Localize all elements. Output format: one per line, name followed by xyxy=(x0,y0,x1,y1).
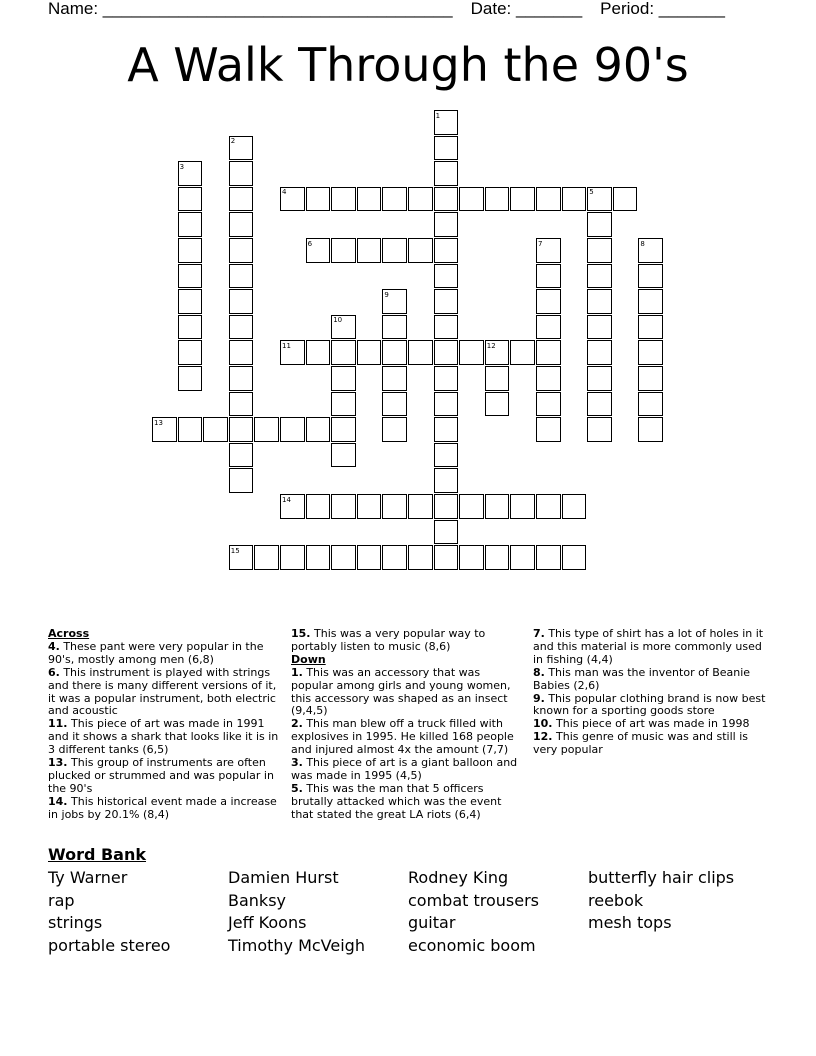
grid-cell[interactable] xyxy=(331,392,356,417)
grid-cell[interactable] xyxy=(331,494,356,519)
clue-number: 11 xyxy=(282,341,291,350)
clue-number: 5. xyxy=(291,781,303,795)
clue-number: 10. xyxy=(533,717,553,731)
grid-cell[interactable] xyxy=(434,366,459,391)
grid-cell[interactable] xyxy=(357,545,382,570)
clue-text: This piece of art was made in 1991 and it shows a shark that looks like it is in 3 different tanks (6,5) xyxy=(48,717,279,757)
clue-number: 1 xyxy=(435,111,441,120)
grid-cell[interactable] xyxy=(587,417,612,442)
clue-number: 13. xyxy=(48,756,68,770)
grid-cell[interactable] xyxy=(562,494,587,519)
clue-number: 12. xyxy=(533,730,553,744)
grid-cell[interactable] xyxy=(178,417,203,442)
grid-cell[interactable] xyxy=(229,392,254,417)
word-bank-item: guitar xyxy=(408,913,456,933)
clue-item xyxy=(291,757,523,783)
grid-cell[interactable] xyxy=(485,545,510,570)
clue-text: This popular clothing brand is now best known for a sporting goods store xyxy=(533,691,766,718)
grid-cell[interactable] xyxy=(178,264,203,289)
clue-item xyxy=(291,628,523,654)
clue-number: 13 xyxy=(154,418,163,427)
grid-cell[interactable] xyxy=(408,187,433,212)
clue-text: This man was the inventor of Beanie Babies (2,6) xyxy=(533,665,751,692)
clue-number: 12 xyxy=(486,341,496,350)
word-bank-item: combat trousers xyxy=(408,890,540,910)
grid-cell[interactable] xyxy=(485,366,510,391)
grid-cell[interactable] xyxy=(536,264,561,289)
grid-cell[interactable] xyxy=(638,366,663,391)
grid-cell[interactable] xyxy=(638,417,663,442)
grid-cell[interactable] xyxy=(536,494,561,519)
grid-cell[interactable] xyxy=(536,545,561,570)
clue-text: This group of instruments are often plucked or strummed and was popular in the 90's xyxy=(48,756,274,795)
word-bank-item: rap xyxy=(48,890,75,910)
grid-cell[interactable] xyxy=(331,238,356,263)
clue-text: This piece of art was made in 1998 xyxy=(552,717,750,731)
grid-cell[interactable] xyxy=(638,340,663,365)
grid-cell[interactable] xyxy=(254,545,279,570)
grid-cell[interactable] xyxy=(229,238,254,263)
grid-cell[interactable] xyxy=(306,545,331,570)
clue-text: This type of shirt has a lot of holes in it and this material is more commonly used in fishing (4,4) xyxy=(533,627,764,666)
page-title: A Walk Through the 90's xyxy=(127,38,689,92)
grid-cell[interactable] xyxy=(382,238,407,263)
word-bank-title: Word Bank xyxy=(48,845,147,864)
grid-cell[interactable] xyxy=(434,238,459,263)
word-bank-item: Timothy McVeigh xyxy=(228,936,365,956)
word-bank-item: Ty Warner xyxy=(48,868,128,887)
clue-number: 7 xyxy=(538,239,543,248)
grid-cell[interactable] xyxy=(408,238,433,263)
clue-text: This instrument is played with strings and there is many different versions of it, it was a popular instrument, both electric and acoustic xyxy=(48,665,277,718)
clue-item xyxy=(48,641,282,667)
grid-cell[interactable] xyxy=(178,289,203,314)
grid-cell[interactable] xyxy=(357,340,382,365)
grid-cell[interactable] xyxy=(178,315,203,340)
grid-cell[interactable] xyxy=(536,289,561,314)
clue-number: 14. xyxy=(48,794,68,808)
grid-cell[interactable] xyxy=(178,340,203,365)
grid-cell[interactable] xyxy=(510,545,535,570)
grid-cell[interactable] xyxy=(382,392,407,417)
grid-cell[interactable] xyxy=(382,340,407,365)
clue-number: 14 xyxy=(282,495,291,504)
grid-cell[interactable] xyxy=(229,443,254,468)
grid-cell[interactable] xyxy=(638,289,663,314)
grid-cell[interactable] xyxy=(178,187,203,212)
clue-item xyxy=(533,731,769,757)
grid-cell[interactable] xyxy=(306,494,331,519)
grid-cell[interactable] xyxy=(229,417,254,442)
period-field[interactable]: Period: _______ xyxy=(600,0,725,18)
grid-cell[interactable] xyxy=(485,187,510,212)
clue-number: 1. xyxy=(291,665,303,679)
grid-cell[interactable] xyxy=(587,315,612,340)
grid-cell[interactable] xyxy=(306,187,331,212)
grid-cell[interactable] xyxy=(613,187,638,212)
grid-cell[interactable] xyxy=(562,187,587,212)
grid-cell[interactable] xyxy=(331,545,356,570)
clue-number: 4. xyxy=(48,639,60,653)
grid-cell[interactable] xyxy=(536,417,561,442)
grid-cell[interactable] xyxy=(331,443,356,468)
grid-cell[interactable] xyxy=(587,289,612,314)
clue-text: This was an accessory that was popular among girls and young women, this accessory was shaped as an insect (9,4,5) xyxy=(291,665,511,718)
grid-cell[interactable] xyxy=(408,494,433,519)
grid-cell[interactable] xyxy=(178,366,203,391)
grid-cell[interactable] xyxy=(382,494,407,519)
grid-cell[interactable] xyxy=(331,187,356,212)
grid-cell[interactable] xyxy=(178,212,203,237)
clue-item xyxy=(48,796,282,822)
grid-cell[interactable] xyxy=(536,187,561,212)
clue-number: 8. xyxy=(533,665,545,679)
clue-item xyxy=(48,667,282,719)
grid-cell[interactable] xyxy=(434,340,459,365)
grid-cell[interactable] xyxy=(229,289,254,314)
clue-number: 6. xyxy=(48,665,60,679)
grid-cell[interactable] xyxy=(587,238,612,263)
grid-cell[interactable] xyxy=(434,315,459,340)
grid-cell[interactable] xyxy=(485,494,510,519)
grid-cell[interactable] xyxy=(638,264,663,289)
date-field[interactable]: Date: _______ xyxy=(470,0,583,18)
clue-number: 2 xyxy=(230,137,236,146)
clue-text: This piece of art is a giant balloon and was made in 1995 (4,5) xyxy=(291,756,518,782)
clue-item xyxy=(533,628,769,667)
word-bank-item: economic boom xyxy=(408,936,536,956)
grid-cell[interactable] xyxy=(510,494,535,519)
grid-cell[interactable] xyxy=(536,340,561,365)
clue-number: 9. xyxy=(533,691,545,705)
clues-column-1 xyxy=(48,628,282,822)
grid-cell[interactable] xyxy=(562,545,587,570)
clue-item xyxy=(533,667,769,693)
grid-cell[interactable] xyxy=(229,161,254,186)
clue-text: These pant were very popular in the 90's, mostly among men (6,8) xyxy=(48,639,264,666)
grid-cell[interactable] xyxy=(306,340,331,365)
grid-cell[interactable] xyxy=(536,392,561,417)
grid-cell[interactable] xyxy=(229,366,254,391)
word-bank-item: portable stereo xyxy=(48,936,171,956)
grid-cell[interactable] xyxy=(434,136,459,161)
clue-item xyxy=(291,783,523,822)
grid-cell[interactable] xyxy=(382,366,407,391)
clues-column-3 xyxy=(533,628,769,757)
grid-cell[interactable] xyxy=(434,161,459,186)
grid-cell[interactable] xyxy=(229,187,254,212)
clue-number: 3. xyxy=(291,756,303,770)
clue-item xyxy=(291,667,523,719)
grid-cell[interactable] xyxy=(408,340,433,365)
word-bank-item: strings xyxy=(48,913,103,933)
clue-text: This historical event made a increase in jobs by 20.1% (8,4) xyxy=(48,794,277,821)
grid-cell[interactable] xyxy=(434,468,459,493)
grid-cell[interactable] xyxy=(229,468,254,493)
word-bank-item: butterfly hair clips xyxy=(588,868,735,887)
grid-cell[interactable] xyxy=(357,494,382,519)
clue-item xyxy=(48,757,282,796)
grid-cell[interactable] xyxy=(408,545,433,570)
grid-cell[interactable] xyxy=(254,417,279,442)
clue-number: 15 xyxy=(230,546,240,555)
clue-number: 11. xyxy=(48,717,68,731)
clue-item xyxy=(533,693,769,719)
grid-cell[interactable] xyxy=(382,315,407,340)
grid-cell[interactable] xyxy=(510,187,535,212)
grid-cell[interactable] xyxy=(638,392,663,417)
clue-item xyxy=(48,718,282,757)
grid-cell[interactable] xyxy=(459,187,484,212)
grid-cell[interactable] xyxy=(510,340,535,365)
grid-cell[interactable] xyxy=(434,443,459,468)
grid-cell[interactable] xyxy=(280,417,305,442)
grid-cell[interactable] xyxy=(536,366,561,391)
grid-cell[interactable] xyxy=(331,417,356,442)
word-bank-item: Banksy xyxy=(228,890,286,910)
clues-column-2 xyxy=(291,628,523,822)
grid-cell[interactable] xyxy=(587,392,612,417)
grid-cell[interactable] xyxy=(382,417,407,442)
clue-number: 5 xyxy=(589,188,594,197)
clue-text: This was the man that 5 officers brutally attacked which was the event that stated the great LA riots (6,4) xyxy=(291,781,502,821)
grid-cell[interactable] xyxy=(434,520,459,545)
grid-cell[interactable] xyxy=(434,289,459,314)
word-bank-item: Rodney King xyxy=(408,868,509,887)
grid-cell[interactable] xyxy=(587,366,612,391)
grid-cell[interactable] xyxy=(434,545,459,570)
grid-cell[interactable] xyxy=(587,212,612,237)
grid-cell[interactable] xyxy=(434,392,459,417)
clue-item xyxy=(291,718,523,757)
word-bank-item: Damien Hurst xyxy=(228,868,339,887)
grid-cell[interactable] xyxy=(638,315,663,340)
clue-text: This man blew off a truck filled with explosives in 1995. He killed 168 people and injured almost 4x the amount (7,7) xyxy=(291,717,514,757)
grid-cell[interactable] xyxy=(434,494,459,519)
clue-number: 6 xyxy=(307,239,313,248)
clue-number: 7. xyxy=(533,627,545,640)
clue-number: 9 xyxy=(384,290,389,299)
grid-cell[interactable] xyxy=(229,212,254,237)
grid-cell[interactable] xyxy=(382,545,407,570)
grid-cell[interactable] xyxy=(459,545,484,570)
word-bank-item: mesh tops xyxy=(588,913,672,933)
grid-cell[interactable] xyxy=(280,545,305,570)
word-bank-item: Jeff Koons xyxy=(228,913,307,933)
grid-cell[interactable] xyxy=(203,417,228,442)
clue-number: 3 xyxy=(179,162,185,171)
clue-number: 10 xyxy=(333,316,343,325)
grid-cell[interactable] xyxy=(357,238,382,263)
grid-cell[interactable] xyxy=(434,212,459,237)
clue-number: 8 xyxy=(640,239,645,248)
grid-cell[interactable] xyxy=(357,187,382,212)
grid-cell[interactable] xyxy=(306,417,331,442)
clue-number: 15. xyxy=(291,627,311,640)
grid-cell[interactable] xyxy=(587,340,612,365)
grid-cell[interactable] xyxy=(434,264,459,289)
clue-heading: Down xyxy=(291,652,326,666)
grid-cell[interactable] xyxy=(331,340,356,365)
grid-cell[interactable] xyxy=(229,340,254,365)
word-bank-item: reebok xyxy=(588,890,644,910)
name-field[interactable]: Name: _____________________________________ xyxy=(48,0,453,18)
grid-cell[interactable] xyxy=(229,315,254,340)
clue-text: This was a very popular way to portably listen to music (8,6) xyxy=(291,627,486,653)
grid-cell[interactable] xyxy=(536,315,561,340)
grid-cell[interactable] xyxy=(459,494,484,519)
grid-cell[interactable] xyxy=(459,340,484,365)
clue-heading: Across xyxy=(48,627,90,640)
clue-text: This genre of music was and still is very popular xyxy=(533,730,749,757)
clue-number: 4 xyxy=(282,188,287,197)
grid-cell[interactable] xyxy=(587,264,612,289)
grid-cell[interactable] xyxy=(178,238,203,263)
grid-cell[interactable] xyxy=(229,264,254,289)
clue-number: 2. xyxy=(291,717,303,731)
grid-cell[interactable] xyxy=(485,392,510,417)
grid-cell[interactable] xyxy=(434,187,459,212)
grid-cell[interactable] xyxy=(382,187,407,212)
grid-cell[interactable] xyxy=(331,366,356,391)
grid-cell[interactable] xyxy=(434,417,459,442)
